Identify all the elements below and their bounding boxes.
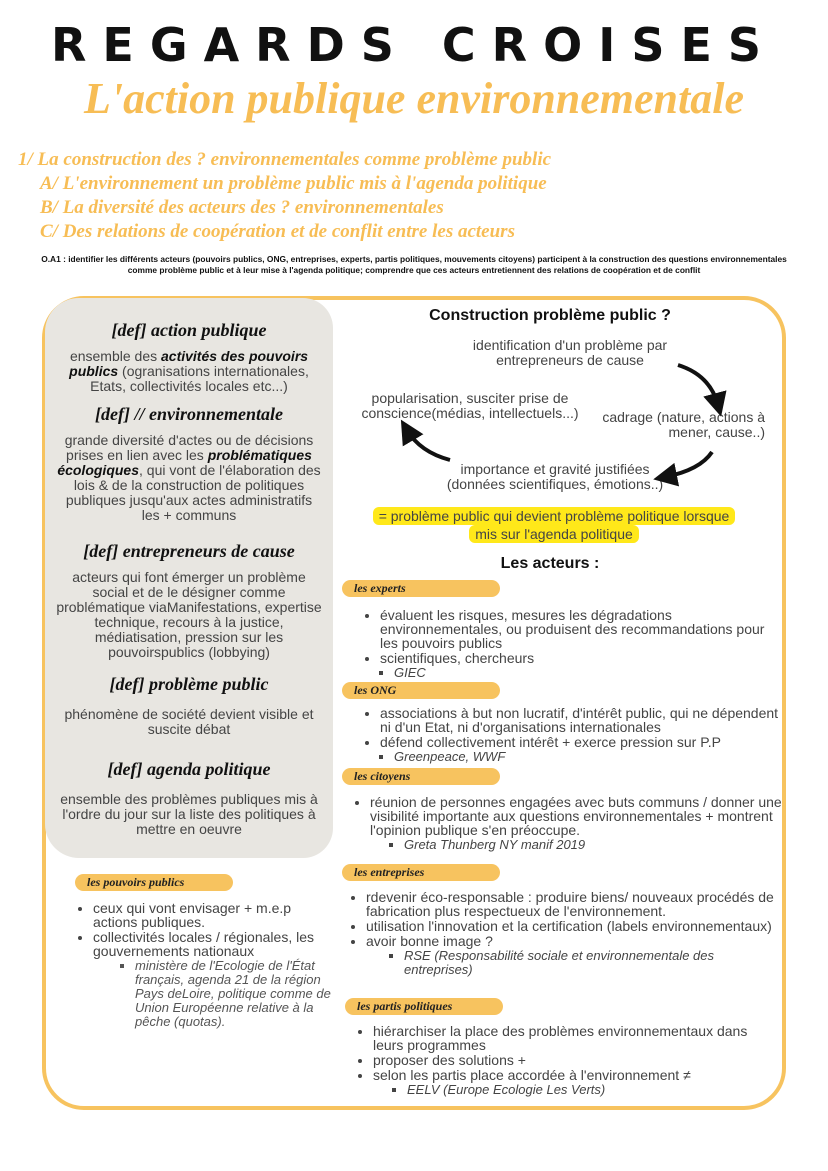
definition-text: ensemble des activités des pouvoirs publics (ogranisations internationales, Etats, collectivités locales etc...)	[69, 348, 309, 394]
arrow-icon	[407, 430, 450, 460]
actor-tag: les experts	[342, 580, 500, 597]
example-item: ▪ EELV (Europe Ecologie Les Verts)	[407, 1083, 782, 1097]
list-item: • défend collectivement intérêt + exerce pression sur P.P	[380, 735, 782, 749]
list-item: • scientifiques, chercheurs	[380, 651, 782, 665]
list-item: • selon les partis place accordée à l'environnement ≠	[373, 1068, 762, 1082]
example-item: ▪ GIEC	[394, 666, 782, 680]
actor-tag: les pouvoirs publics	[75, 874, 233, 891]
list-item: • ceux qui vont envisager + m.e.p actions publiques.	[93, 901, 335, 929]
outline-part-1: 1/ La construction des ? environnementales comme problème public	[18, 149, 552, 170]
actor-tag: les citoyens	[342, 768, 500, 785]
actors-title: Les acteurs :	[500, 555, 600, 572]
list-item: • rdevenir éco-responsable : produire biens/ nouveaux procédés de fabrication plus respectueux de l'environnement.	[366, 890, 782, 918]
list-item: • associations à but non lucratif, d'intérêt public, qui ne dépendent ni d'un Etat, ni d'organisations internationales	[380, 706, 782, 734]
example-item: ▪ Greenpeace, WWF	[394, 750, 782, 764]
list-item: • réunion de personnes engagées avec buts communs / donner une visibilité importante aux questions environnementales + montrent l'opinion publique s'en préoccupe.	[370, 795, 782, 837]
actor-citoyens	[342, 768, 782, 864]
outline-b: B/ La diversité des acteurs des ? environnementales	[40, 197, 444, 218]
example-item: ▪ RSE (Responsabilité sociale et environnementale des entreprises)	[404, 949, 732, 977]
actor-tag: les ONG	[342, 682, 500, 699]
actor-tag: les entreprises	[342, 864, 500, 881]
definitions-panel	[45, 298, 333, 858]
arrow-icon	[665, 452, 712, 477]
cycle-step-cadrage: cadrage (nature, actions à mener, cause..)	[602, 409, 765, 440]
objective-line: comme problème public et à leur mise à l'agenda politique; comprendre que ces acteurs entretiennent des relations de coopération et de conflit	[127, 265, 701, 275]
definition-heading: [def] entrepreneurs de cause	[83, 541, 295, 561]
example-item: ▪ Greta Thunberg NY manif 2019	[404, 838, 782, 852]
cycle-step-identification: identification d'un problème par entrepreneurs de cause	[472, 337, 668, 368]
list-item: • collectivités locales / régionales, les gouvernements nationaux	[93, 930, 335, 958]
list-item: • évaluent les risques, mesures les dégradations environnementales, ou produisent des recommandations pour les pouvoirs publics	[380, 608, 782, 650]
definition-heading: [def] problème public	[109, 674, 269, 694]
conclusion-highlight	[368, 508, 740, 544]
page-title: REGARDS CROISES	[50, 18, 778, 72]
cycle-step-importance: importance et gravité justifiées (données scientifiques, émotions..)	[446, 461, 664, 492]
actor-pouvoirs-publics	[75, 874, 335, 1029]
page-subtitle: L'action publique environnementale	[83, 74, 745, 123]
definition-heading: [def] action publique	[111, 320, 267, 340]
definition-text: grande diversité d'actes ou de décisions prises en lien avec les problématiques écologiques, qui vont de l'élaboration des lois & de la construction de politiques publiques jusqu'aux actes administratifs les + communs	[57, 432, 321, 523]
actor-experts	[342, 580, 782, 682]
definition-text: phénomène de société devient visible et suscite débat	[64, 706, 314, 737]
definition-text: acteurs qui font émerger un problème social et de le désigner comme problématique viaManifestations, expertise technique, recours à la justice, médiatisation, pression sur les pouvoirspublics (lobbying)	[56, 569, 322, 660]
actor-entreprises	[342, 864, 782, 998]
definition-text: ensemble des problèmes publiques mis à l'ordre du jour sur la liste des politiques à mettre en oeuvre	[60, 791, 318, 837]
definition-heading: [def] agenda politique	[107, 759, 271, 779]
list-item: • proposer des solutions +	[373, 1053, 762, 1067]
cycle-step-popularisation: popularisation, susciter prise de conscience(médias, intellectuels...)	[361, 390, 579, 421]
outline-c: C/ Des relations de coopération et de conflit entre les acteurs	[40, 221, 515, 242]
actor-partis	[345, 998, 782, 1097]
conclusion-text: = problème public qui devient problème politique lorsque mis sur l'agenda politique	[373, 507, 736, 543]
objective-line: O.A1 : identifier les différents acteurs (pouvoirs publics, ONG, entreprises, experts, partis politiques, mouvements citoyens) participent à la construction des questions environnementales	[41, 254, 787, 264]
list-item: • utilisation l'innovation et la certification (labels environnementaux)	[366, 919, 782, 933]
example-item: ▪ ministère de l'Ecologie de l'État français, agenda 21 de la région Pays deLoire, politique comme de Union Européenne relative à la pêche (quotas).	[135, 959, 335, 1029]
cycle-title: Construction problème public ?	[429, 307, 671, 324]
list-item: • avoir bonne image ?	[366, 934, 782, 948]
cycle-arrows	[340, 330, 780, 490]
actors-column	[342, 580, 782, 1097]
definition-heading: [def] // environnementale	[95, 404, 283, 424]
actor-tag: les partis politiques	[345, 998, 503, 1015]
list-item: • hiérarchiser la place des problèmes environnementaux dans leurs programmes	[373, 1024, 762, 1052]
learning-objective	[0, 254, 828, 276]
actor-ong	[342, 682, 782, 768]
outline-a: A/ L'environnement un problème public mis à l'agenda politique	[40, 173, 547, 194]
arrow-icon	[678, 365, 718, 405]
